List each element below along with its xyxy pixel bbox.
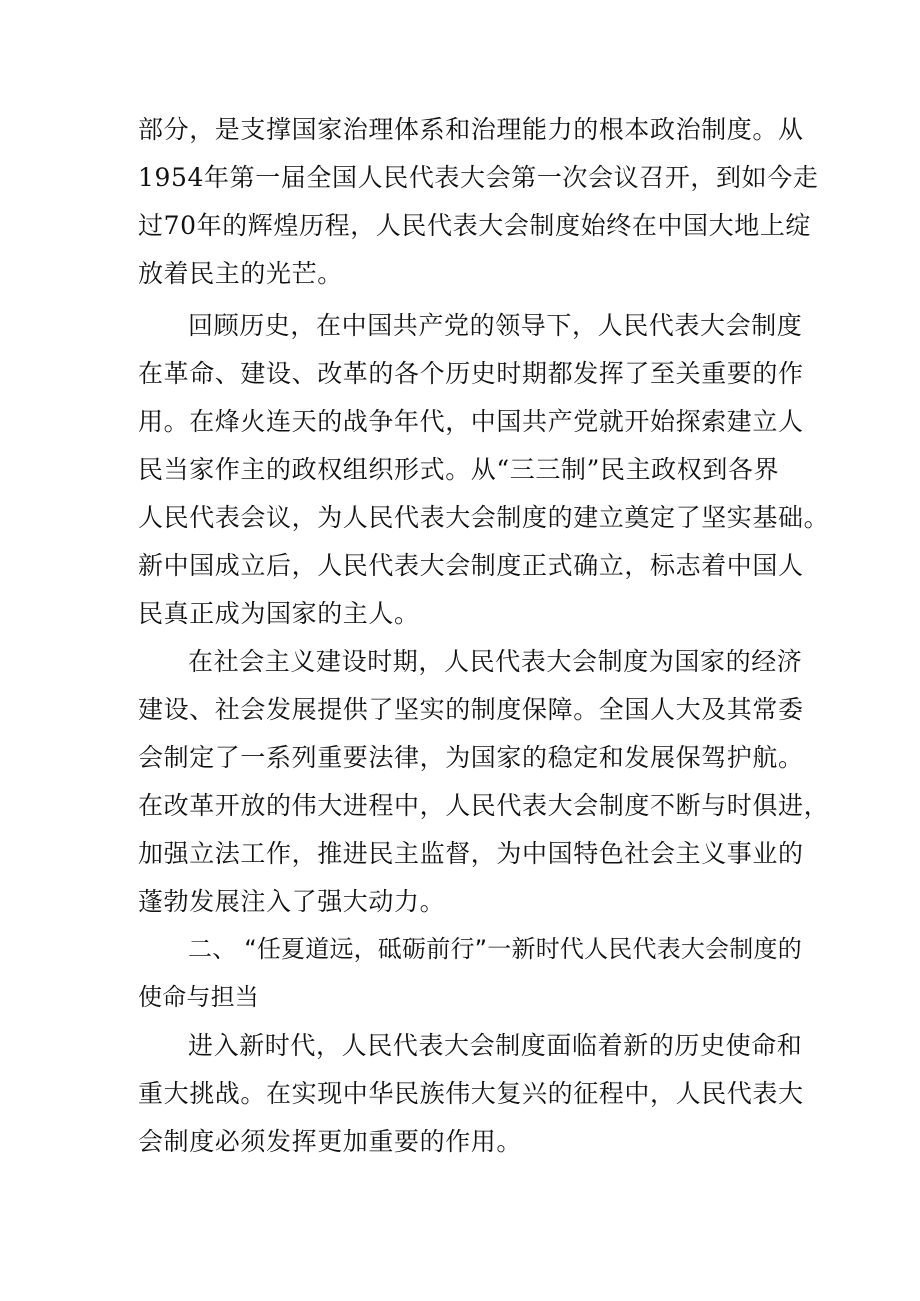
text-line: 在改革开放的伟大进程中，人民代表大会制度不断与时俱进， [138, 791, 830, 820]
text-line: 重大挑战。在实现中华民族伟大复兴的征程中，人民代表大 [138, 1079, 804, 1108]
text-line: 蓬勃发展注入了强大动力。 [138, 887, 446, 916]
text-line: 人民代表会议，为人民代表大会制度的建立奠定了坚实基础。 [138, 503, 830, 532]
section-heading [138, 925, 802, 1021]
text-line: 建设、社会发展提供了坚实的制度保障。全国人大及其常委 [138, 695, 804, 724]
paragraph-socialist-construction [138, 638, 830, 926]
text-line: 民真正成为国家的主人。 [138, 599, 420, 628]
text-line: 会制定了一系列重要法律，为国家的稳定和发展保驾护航。 [138, 743, 804, 772]
text-line: 新中国成立后，人民代表大会制度正式确立，标志着中国人 [138, 551, 804, 580]
paragraph-history [138, 302, 830, 638]
text-line: 过70年的辉煌历程，人民代表大会制度始终在中国大地上绽 [138, 211, 812, 240]
heading-line: 二、 “任夏道远，砥砺前行”一新时代人民代表大会制度的 [188, 935, 802, 963]
text-line: 加强立法工作，推进民主监督，为中国特色社会主义事业的 [138, 839, 804, 868]
text-line: 用。在烽火连天的战争年代，中国共产党就开始探索建立人 [138, 407, 804, 436]
text-line: 回顾历史，在中国共产党的领导下，人民代表大会制度 [188, 311, 803, 340]
heading-line: 使命与担当 [138, 983, 259, 1011]
text-line: 放着民主的光芒。 [138, 259, 343, 288]
text-line: 1954年第一届全国人民代表大会第一次会议召开，到如今走 [138, 163, 819, 192]
paragraph-new-era [138, 1022, 804, 1166]
text-line: 民当家作主的政权组织形式。从“三三制”民主政权到各界 [138, 455, 780, 484]
text-line: 进入新时代，人民代表大会制度面临着新的历史使命和 [188, 1031, 803, 1060]
text-line: 在社会主义建设时期，人民代表大会制度为国家的经济 [188, 647, 803, 676]
text-line: 在革命、建设、改革的各个历史时期都发挥了至关重要的作 [138, 359, 804, 388]
paragraph-continuation [138, 106, 819, 298]
text-line: 会制度必须发挥更加重要的作用。 [138, 1127, 523, 1156]
text-line: 部分，是支撑国家治理体系和治理能力的根本政治制度。从 [138, 115, 804, 144]
